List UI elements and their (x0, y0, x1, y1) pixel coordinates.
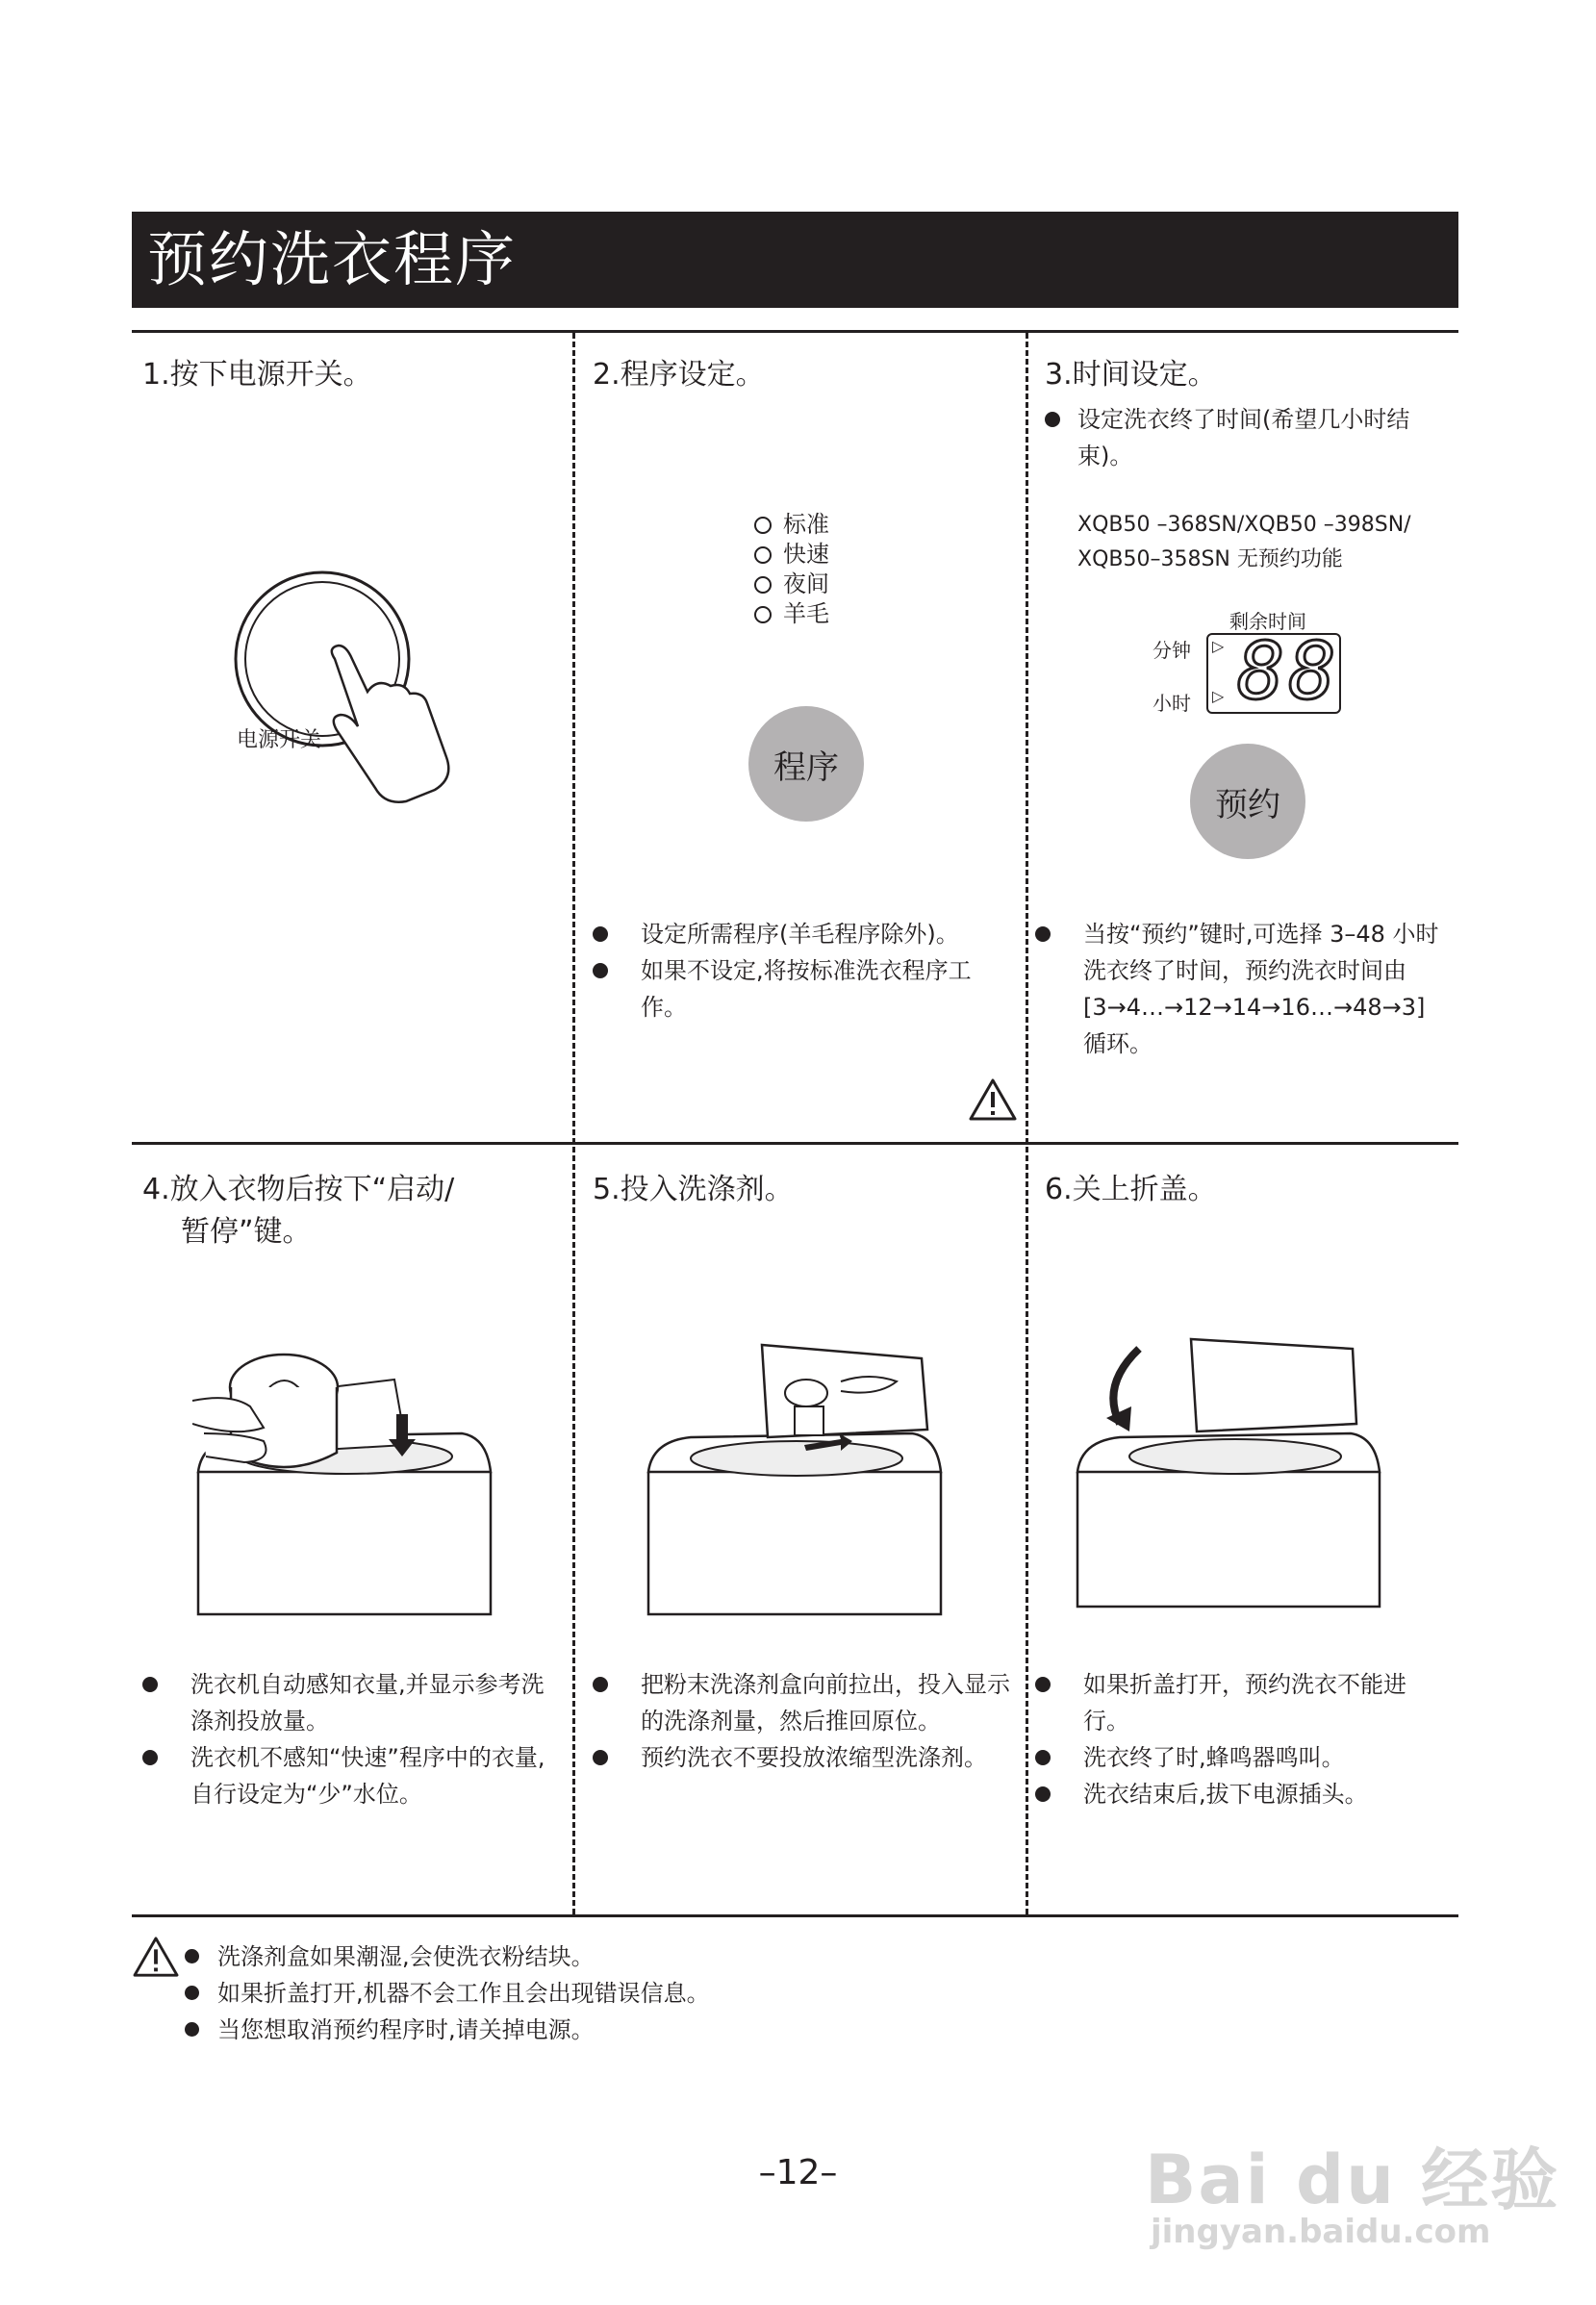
program-button[interactable]: 程序 (748, 706, 864, 822)
hour-label: 小时 (1153, 692, 1191, 715)
page-number: –12– (758, 2153, 838, 2192)
grid-middle-line (132, 1142, 1458, 1145)
indicator-circle-icon (754, 576, 772, 594)
program-option: 夜间 (754, 570, 829, 599)
load-laundry-illustration (192, 1337, 510, 1626)
list-item: 如果折盖打开,机器不会工作且会出现错误信息。 (185, 1975, 1051, 2012)
step-4-title-line-2: 暂停”键。 (181, 1215, 312, 1249)
program-options-list (754, 510, 829, 629)
step-5-title: 5.投入洗涤剂。 (593, 1173, 794, 1206)
remaining-time-display (1206, 626, 1341, 718)
program-option: 羊毛 (754, 599, 829, 629)
watermark-brand: Bai du 经验 (1145, 2140, 1560, 2219)
program-option: 标准 (754, 510, 829, 540)
list-item: 如果不设定,将按标准洗衣程序工作。 (593, 952, 1016, 1026)
step-4-title-line-1: 4.放入衣物后按下“启动/ (142, 1173, 455, 1206)
step-6-title: 6.关上折盖。 (1045, 1173, 1217, 1206)
open-lid (1191, 1339, 1356, 1431)
reservation-button[interactable]: 预约 (1190, 744, 1305, 859)
add-detergent-illustration (643, 1337, 960, 1626)
list-item: 设定所需程序(羊毛程序除外)。 (593, 916, 1016, 952)
step-5-bullets (593, 1666, 1016, 1776)
power-switch-label: 电源开关 (237, 728, 322, 752)
list-item: 洗衣终了时,蜂鸣器鸣叫。 (1035, 1739, 1439, 1776)
program-option: 快速 (754, 540, 829, 570)
step-6-bullets (1035, 1666, 1439, 1812)
list-item: 洗衣机不感知“快速”程序中的衣量,自行设定为“少”水位。 (142, 1739, 556, 1812)
list-item: 把粉末洗涤剂盒向前拉出，投入显示的洗涤剂量，然后推回原位。 (593, 1666, 1016, 1739)
grid-bottom-line (132, 1914, 1458, 1917)
indicator-circle-icon (754, 546, 772, 564)
watermark-url: jingyan.baidu.com (1151, 2213, 1491, 2251)
list-item: 当您想取消预约程序时,请关掉电源。 (185, 2012, 1051, 2048)
step-2-title: 2.程序设定。 (593, 358, 765, 392)
warning-notes (185, 1938, 1051, 2048)
minute-indicator-icon: ▷ (1212, 637, 1225, 655)
grid-top-line (132, 330, 1458, 333)
step-3-bullets (1035, 916, 1439, 1062)
warning-triangle-icon (968, 1077, 1018, 1122)
list-item: 设定洗衣终了时间(希望几小时结束)。 (1045, 401, 1430, 474)
close-lid-illustration (1072, 1318, 1399, 1616)
step-1-title: 1.按下电源开关。 (142, 358, 372, 392)
column-divider-1 (572, 333, 575, 1914)
step-4-bullets (142, 1666, 556, 1812)
power-switch-illustration (221, 558, 471, 808)
model-note-line-2: XQB50–358SN 无预约功能 (1077, 547, 1343, 571)
column-divider-2 (1026, 333, 1028, 1914)
list-item: 预约洗衣不要投放浓缩型洗涤剂。 (593, 1739, 1016, 1776)
step-3-title: 3.时间设定。 (1045, 358, 1217, 392)
list-item: 洗衣机自动感知衣量,并显示参考洗涤剂投放量。 (142, 1666, 556, 1739)
step-2-bullets (593, 916, 1016, 1026)
list-item: 如果折盖打开，预约洗衣不能进行。 (1035, 1666, 1439, 1739)
list-item: 洗衣结束后,拔下电源插头。 (1035, 1776, 1439, 1812)
list-item: 当按“预约”键时,可选择 3–48 小时洗衣终了时间，预约洗衣时间由 [3→4…→12→14→16…→48→3]循环。 (1035, 916, 1439, 1062)
warning-triangle-icon (132, 1936, 180, 1978)
lcd-digits: 88 (1237, 626, 1340, 718)
minute-label: 分钟 (1153, 639, 1191, 662)
page-title: 预约洗衣程序 (132, 212, 1458, 308)
indicator-circle-icon (754, 517, 772, 534)
detergent-box-icon (795, 1406, 823, 1435)
indicator-circle-icon (754, 606, 772, 623)
list-item: 洗涤剂盒如果潮湿,会使洗衣粉结块。 (185, 1938, 1051, 1975)
model-note-line-1: XQB50 –368SN/XQB50 –398SN/ (1077, 513, 1411, 537)
hour-indicator-icon: ▷ (1212, 687, 1225, 705)
display-caption: 剩余时间 (1229, 610, 1306, 633)
step-3-intro (1045, 401, 1430, 474)
